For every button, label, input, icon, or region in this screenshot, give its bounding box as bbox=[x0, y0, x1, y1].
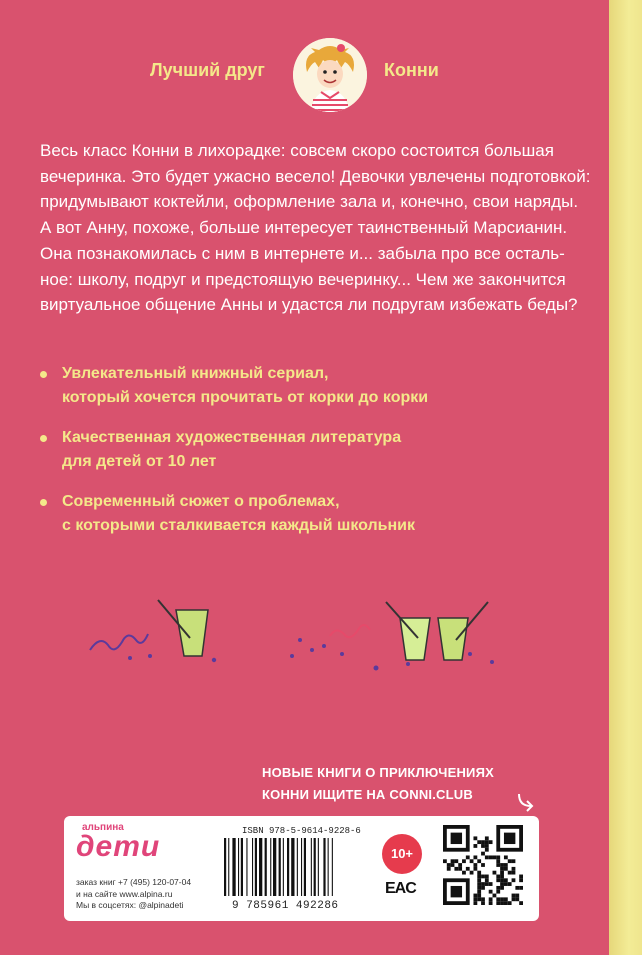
arrow-icon bbox=[515, 790, 539, 814]
publisher-logo: дети bbox=[76, 830, 161, 863]
age-rating-badge: 10+ bbox=[382, 834, 422, 874]
description-line: придумывают коктейли, оформление зала и, конечно, свои наряды. bbox=[40, 192, 579, 212]
series-title-right: Конни bbox=[384, 60, 439, 80]
feature-line: Современный сюжет о проблемах, bbox=[62, 493, 340, 510]
promo-text bbox=[262, 762, 494, 806]
promo-line: НОВЫЕ КНИГИ О ПРИКЛЮЧЕНИЯХ bbox=[262, 765, 495, 780]
description-line: ное: школу, подруг и предстоящую вечеринку... Чем же закончится bbox=[40, 269, 566, 289]
bullet-dot-icon bbox=[40, 371, 47, 378]
info-line: и на сайте www.alpina.ru bbox=[76, 888, 173, 899]
isbn-text: ISBN 978-5-9614-9228-6 bbox=[242, 826, 361, 836]
feature-item bbox=[40, 362, 560, 410]
barcode-icon bbox=[222, 838, 372, 902]
party-drinks-illustration bbox=[80, 590, 580, 680]
curly-straw-icon bbox=[330, 625, 370, 637]
description-line: вечеринка. Это будет ужасно весело! Девочки увлечены подготовкой: bbox=[40, 166, 591, 186]
qr-code-icon bbox=[443, 825, 523, 905]
feature-line: Качественная художественная литература bbox=[62, 429, 402, 446]
promo-line: КОННИ ИЩИТЕ НА CONNI.CLUB bbox=[262, 787, 473, 802]
series-title-left: Лучший друг bbox=[150, 60, 265, 80]
book-spine bbox=[609, 0, 642, 955]
curly-straw-icon bbox=[90, 634, 148, 650]
description-line: виртуальное общение Анны и удастся ли подругам избежать беды? bbox=[40, 295, 578, 315]
conni-avatar bbox=[293, 38, 367, 112]
description-line: Она познакомилась с ним в интернете и... забыла про все осталь- bbox=[40, 243, 565, 263]
eac-mark: EAC bbox=[385, 880, 416, 897]
info-line: Мы в соцсетях: @alpinadeti bbox=[76, 900, 184, 910]
glass-icon bbox=[158, 600, 208, 656]
description-line: А вот Анну, похоже, больше интересует таинственный Марсианин. bbox=[40, 218, 568, 238]
description-line: Весь класс Конни в лихорадке: совсем скоро состоится большая bbox=[40, 141, 554, 160]
feature-line: который хочется прочитать от корки до корки bbox=[62, 389, 429, 406]
feature-line: с которыми сталкивается каждый школьник bbox=[62, 517, 415, 534]
bullet-dot-icon bbox=[40, 499, 47, 506]
glass-icon bbox=[386, 602, 488, 660]
barcode-number: 9 785961 492286 bbox=[232, 900, 339, 912]
bullet-dot-icon bbox=[40, 435, 47, 442]
feature-item bbox=[40, 426, 560, 474]
feature-list bbox=[40, 362, 560, 554]
feature-line: Увлекательный книжный сериал, bbox=[62, 365, 329, 382]
series-header bbox=[0, 38, 609, 108]
publisher-info bbox=[76, 877, 191, 912]
publisher-name-small: альпина bbox=[82, 822, 124, 833]
feature-line: для детей от 10 лет bbox=[62, 453, 217, 470]
feature-item bbox=[40, 490, 560, 538]
book-description bbox=[40, 138, 591, 318]
info-line: заказ книг +7 (495) 120-07-04 bbox=[76, 877, 192, 887]
